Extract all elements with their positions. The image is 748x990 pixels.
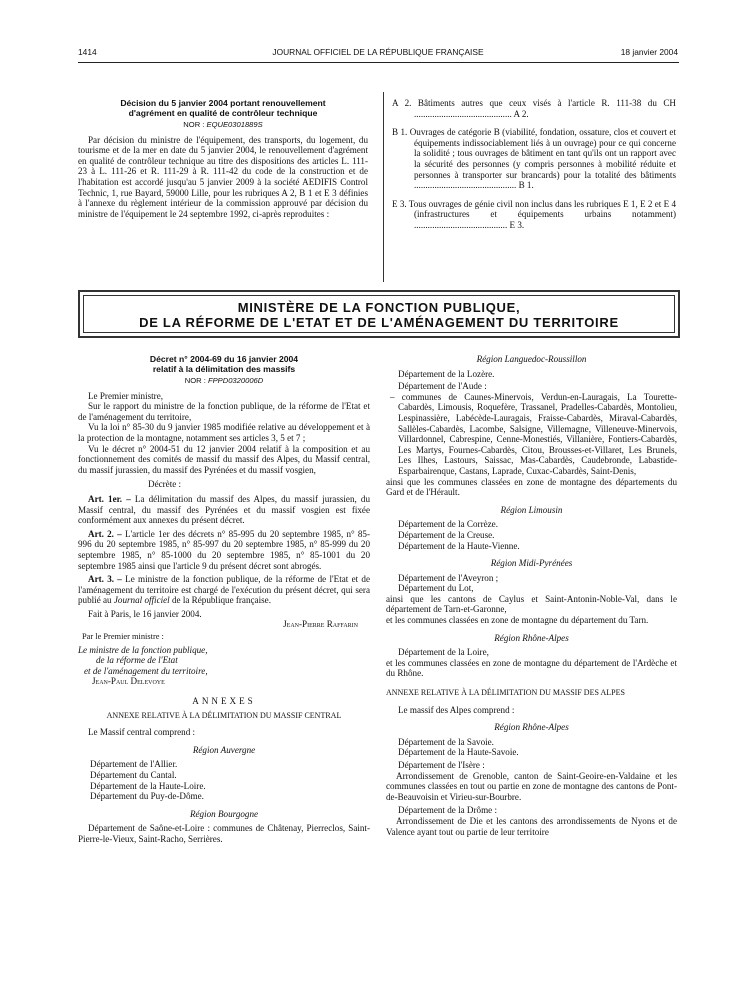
dept-haute-loire: Département de la Haute-Loire. [90, 780, 206, 791]
page-number: 1414 [78, 47, 97, 57]
decret-nor: NOR : FPPD0320006D [184, 376, 264, 385]
minister-name: Jean-Paul Delevoye [92, 676, 165, 687]
aude-communes: – communes de Caunes-Minervois, Verdun-en-Lauragais, La Tourette-Cabardès, Limousis, Roquefère, Trassanel, Pradelles-Cabardès, Montolieu, Lespinassière, Labécède-Lauragais, Fraisse-Cabardès, Miraval-Cabardès, Sallèles-Cabardès, Lacombe, Salsigne, Villemagne, Villeneuve-Minervois, Villardonnel, Cabrespine, Cenne-Monestiés, Villanière, Fontiers-Cabardès, Les Martys, Fournes-Cabardès, Citou, Brousses-et-Villaret, Les Brunels, Les Ilhes, Lastours, Saissac, Mas-Cabardès, Caudebronde, Labastide-Esparbairenque, Castans, Laprade, Cuxac-Cabardès, Saint-Denis, [390, 391, 677, 476]
visa-loi: Vu la loi n° 85-30 du 9 janvier 1985 modifiée relative au développement et à la protection de la montagne, notamment ses articles 3, 5 et 7 ; [78, 422, 370, 443]
article-2: Art. 2. – L'article 1er des décrets n° 85-995 du 20 septembre 1985, n° 85-996 du 20 septembre 1985, n° 85-997 du 20 septembre 1985, n° 85-999 du 20 septembre 1985, n° 85-1000 du 20 septembre 1985, n° 85-1001 du 20 septembre 1985 ainsi que l'article 9 du présent décret sont abrogés. [78, 528, 370, 571]
dept-aveyron: Département de l'Aveyron ; [398, 572, 499, 583]
visa-rapport: Sur le rapport du ministre de la fonction publique, de la réforme de l'Etat et de l'aménagement du territoire, [78, 401, 370, 422]
journal-title: JOURNAL OFFICIEL DE LA RÉPUBLIQUE FRANÇAISE [272, 47, 484, 57]
dept-lozere: Département de la Lozère. [398, 368, 495, 379]
dept-aude: Département de l'Aude : [398, 381, 487, 392]
decrete: Décrète : [148, 479, 182, 490]
minister-title-3: et de l'aménagement du territoire, [84, 665, 208, 676]
isere-text: Arrondissement de Grenoble, canton de Saint-Geoire-en-Valdaine et les communes classées en tout ou partie en zone de montagne des cantons de Pont-de-Beauvoisin et Virieu-sur-Bourbre. [386, 770, 677, 802]
region-bourgogne: Région Bourgogne [189, 808, 259, 819]
communes-tarn: et les communes classées en zone de montagne du département du Tarn. [386, 615, 649, 626]
annexes-heading: ANNEXES [192, 696, 256, 707]
languedoc-tail: ainsi que les communes classées en zone de montagne des départements du Gard et de l'Hérault. [386, 476, 677, 498]
rubrique-b1: B 1. Ouvrages de catégorie B (viabilité, fondation, ossature, clos et couvert et équipements indissociablement liés à un ouvrage) pour ce qui concerne la solidité ; tous ouvrages de bâtiment en tant qu'ils ont un rapport avec la sécurité des personnes (y compris personnes à mobilité réduite et personnes à transporter sur brancards) pour la totalité des bâtiments ............................................. B 1. [392, 127, 676, 191]
region-limousin: Région Limousin [500, 504, 563, 515]
ministry-line-2: DE LA RÉFORME DE L'ETAT ET DE L'AMÉNAGEMENT DU TERRITOIRE [139, 315, 619, 330]
dept-puy-de-dome: Département du Puy-de-Dôme. [90, 791, 204, 802]
region-midi-pyrenees: Région Midi-Pyrénées [490, 558, 573, 569]
communes-ardeche-rhone: et les communes classées en zone de montagne du département de l'Ardèche et du Rhône. [386, 657, 677, 679]
signatory: Jean-Pierre Raffarin [283, 619, 358, 630]
region-languedoc: Région Languedoc-Roussillon [476, 354, 587, 364]
dept-drome: Département de la Drôme : [398, 805, 497, 816]
issue-date: 18 janvier 2004 [620, 47, 678, 57]
rubriques-list [392, 98, 676, 231]
ministry-line-1: MINISTÈRE DE LA FONCTION PUBLIQUE, [237, 300, 521, 315]
minister-title-1: Le ministre de la fonction publique, [78, 644, 208, 655]
ministry-banner [78, 290, 680, 338]
dept-saone-et-loire: Département de Saône-et-Loire : communes de Châtenay, Pierreclos, Saint-Pierre-le-Vieux, Saint-Racho, Serrières. [78, 823, 370, 844]
decret-column [78, 354, 370, 845]
drome-text: Arrondissement de Die et les cantons des arrondissements de Nyons et de Valence ayant tout ou partie de leur territoire [386, 815, 677, 837]
dept-haute-vienne: Département de la Haute-Vienne. [398, 540, 520, 551]
dept-allier: Département de l'Allier. [90, 759, 178, 770]
annexe-central-heading: ANNEXE RELATIVE À LA DÉLIMITATION DU MASSIF CENTRAL [106, 710, 342, 720]
header-rule [78, 62, 679, 63]
fait-a-paris: Fait à Paris, le 16 janvier 2004. [88, 608, 202, 619]
page-header [78, 47, 678, 60]
dept-loire: Département de la Loire, [398, 647, 489, 658]
dept-isere: Département de l'Isère : [398, 760, 485, 770]
region-rhone-alpes-1: Région Rhône-Alpes [494, 632, 569, 643]
premier-ministre: Le Premier ministre, [88, 390, 164, 401]
par-le-premier-ministre: Par le Premier ministre : [82, 632, 164, 642]
dept-correze: Département de la Corrèze. [398, 519, 498, 530]
decision-block [78, 98, 368, 219]
decision-nor: NOR : EQUE0301889S [183, 120, 263, 129]
dept-creuse: Département de la Creuse. [398, 529, 495, 540]
column-separator [383, 92, 384, 282]
article-1: Art. 1er. – La délimitation du massif des Alpes, du massif jurassien, du Massif central, du massif des Pyrénées et du massif vosgien est fixée conformément aux annexes du présent décret. [78, 493, 370, 526]
alpes-intro: Le massif des Alpes comprend : [398, 704, 515, 715]
dept-savoie: Département de la Savoie. [398, 736, 494, 747]
decret-title-2: relatif à la délimitation des massifs [152, 364, 296, 374]
dept-lot: Département du Lot, [398, 583, 474, 594]
cantons-tarn-et-garonne: ainsi que les cantons de Caylus et Saint-Antonin-Noble-Val, dans le département de Tarn-et-Garonne, [386, 593, 677, 615]
decret-title-1: Décret n° 2004-69 du 16 janvier 2004 [149, 354, 299, 364]
central-intro: Le Massif central comprend : [88, 727, 196, 738]
region-auvergne: Région Auvergne [192, 744, 256, 755]
annexe-alpes-heading: ANNEXE RELATIVE À LA DÉLIMITATION DU MASSIF DES ALPES [386, 688, 625, 698]
article-3: Art. 3. – Le ministre de la fonction publique, de la réforme de l'Etat et de l'aménagement du territoire est chargé de l'exécution du présent décret, qui sera publié au Journal officiel de la République française. [78, 574, 371, 606]
dept-cantal: Département du Cantal. [90, 770, 177, 780]
rubrique-a2: A 2. Bâtiments autres que ceux visés à l'article R. 111-38 du CH ........................................... A 2. [392, 98, 676, 119]
rubrique-e3: E 3. Tous ouvrages de génie civil non inclus dans les rubriques E 1, E 2 et E 4 (infrastructures et équipements urbains notamment) ......................................... E 3. [392, 198, 676, 230]
visa-decret: Vu le décret n° 2004-51 du 12 janvier 2004 relatif à la composition et au fonctionnement des comités de massif du massif des Alpes, du Massif central, du massif jurassien, du massif des Pyrénées et du massif vosgien, [78, 443, 370, 475]
region-rhone-alpes-2: Région Rhône-Alpes [494, 722, 569, 733]
minister-title-2: de la réforme de l'Etat [96, 655, 178, 666]
decision-title-2: d'agrément en qualité de contrôleur technique [128, 108, 318, 118]
annexe-column [386, 354, 677, 837]
decision-title-1: Décision du 5 janvier 2004 portant renouvellement [120, 98, 326, 108]
decision-body: Par décision du ministre de l'équipement, des transports, du logement, du tourisme et de la mer en date du 5 janvier 2004, le renouvellement d'agrément en qualité de contrôleur technique au titre des dispositions des articles L. 111-23 à L. 111-26 et R. 111-29 à R. 111-42 du code de la construction et de l'habitation est accordé jusqu'au 5 janvier 2009 à la société AEDIFIS Control Technic, 1, rue Bayard, 59000 Lille, pour les rubriques A 2, B 1 et E 3 définies à l'annexe du règlement intérieur de la commission approuvé par décision du ministre de l'équipement le 24 septembre 1992, ci-après reproduites : [78, 134, 368, 219]
dept-haute-savoie: Département de la Haute-Savoie. [398, 747, 519, 758]
